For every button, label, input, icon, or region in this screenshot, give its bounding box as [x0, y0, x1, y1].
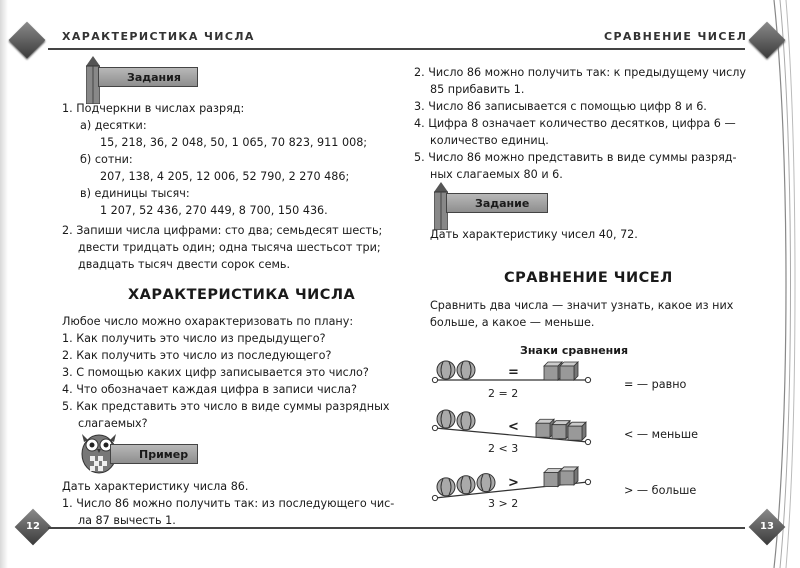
comparison-sign: =	[508, 365, 519, 380]
running-header: СРАВНЕНИЕ ЧИСЕЛ	[604, 30, 748, 43]
line-end-dot	[432, 377, 437, 382]
page-number-badge	[749, 509, 786, 546]
continuation-line: 85 прибавить 1.	[430, 83, 525, 96]
example-line: 1. Число 86 можно получить так: из последующего чис-	[62, 497, 395, 510]
line-end-dot	[432, 495, 437, 500]
cube-icon	[544, 366, 558, 380]
comparison-caption: 3 > 2	[488, 497, 519, 510]
plan-item: 1. Как получить это число из предыдущего?	[62, 332, 326, 345]
continuation-line: количество единиц.	[430, 134, 549, 147]
continuation-line: 5. Число 86 можно представить в виде суммы разряд-	[414, 151, 737, 164]
task1-a-label: а) десятки:	[80, 119, 147, 132]
definition-line: Сравнить два числа — значит узнать, какое из них	[430, 299, 734, 312]
task2-line: двести тридцать один; одна тысяча шестьсот три;	[78, 241, 381, 254]
ball-icon	[457, 476, 475, 494]
ball-icon	[437, 410, 455, 428]
legend-less: < — меньше	[624, 428, 699, 441]
ball-icon	[457, 412, 475, 430]
section-title: СРАВНЕНИЕ ЧИСЕЛ	[504, 270, 673, 286]
plan-item: 2. Как получить это число из последующего?	[62, 349, 332, 362]
cube-icon	[544, 473, 558, 487]
section-title: ХАРАКТЕРИСТИКА ЧИСЛА	[128, 287, 356, 303]
continuation-line: 2. Число 86 можно получить так: к предыдущему числу	[414, 66, 747, 79]
task2-line: двадцать тысяч двести сорок семь.	[78, 258, 291, 271]
ball-icon	[437, 478, 455, 496]
task-badge: Задания	[98, 67, 198, 87]
ball-icon	[437, 361, 455, 379]
line-end-dot	[585, 377, 590, 382]
ball-icon	[457, 361, 475, 379]
line-end-dot	[585, 439, 590, 444]
line-end-dot	[432, 425, 437, 430]
plan-item: 5. Как представить это число в виде суммы разрядных	[62, 400, 390, 413]
page-number: 13	[760, 521, 774, 532]
page-curl-edge	[772, 0, 800, 568]
continuation-line: 3. Число 86 записывается с помощью цифр 8 и 6.	[414, 100, 707, 113]
line-end-dot	[585, 479, 590, 484]
plan-item: 4. Что обозначает каждая цифра в записи числа?	[62, 383, 357, 396]
comparison-sign: <	[508, 419, 519, 435]
task1-intro: 1. Подчеркни в числах разряд:	[62, 102, 245, 115]
plan-item: слагаемых?	[78, 417, 148, 430]
page-number-badge	[15, 509, 52, 546]
footer-rule	[400, 527, 745, 529]
cube-icon	[536, 423, 550, 437]
header-rule	[48, 48, 400, 50]
continuation-line: ных слагаемых 80 и 6.	[430, 168, 563, 181]
legend-equal: = — равно	[624, 378, 687, 391]
running-header: ХАРАКТЕРИСТИКА ЧИСЛА	[62, 30, 255, 43]
task1-a-numbers: 15, 218, 36, 2 048, 50, 1 065, 70 823, 911 008;	[100, 136, 368, 149]
definition-line: больше, а какое — меньше.	[430, 316, 595, 329]
cube-icon	[552, 425, 566, 439]
signs-title: Знаки сравнения	[520, 344, 629, 357]
example-badge: Пример	[110, 444, 198, 464]
task2-line: 2. Запиши числа цифрами: сто два; семьдесят шесть;	[62, 224, 383, 237]
header-diamond-icon	[9, 22, 46, 59]
header-rule	[400, 48, 745, 50]
legend-greater: > — больше	[624, 484, 697, 497]
example-line: Дать характеристику числа 86.	[62, 480, 249, 493]
page-number: 12	[26, 521, 40, 532]
footer-rule	[48, 527, 400, 529]
plan-item: 3. С помощью каких цифр записывается это число?	[62, 366, 369, 379]
cube-icon	[560, 471, 574, 485]
task1-c-label: в) единицы тысяч:	[80, 187, 190, 200]
task-text: Дать характеристику чисел 40, 72.	[430, 228, 638, 241]
comparison-sign: >	[508, 475, 519, 491]
task1-b-numbers: 207, 138, 4 205, 12 006, 52 790, 2 270 486;	[100, 170, 350, 183]
task-badge: Задание	[446, 193, 548, 213]
continuation-line: 4. Цифра 8 означает количество десятков, цифра 6 —	[414, 117, 736, 130]
cube-icon	[560, 366, 574, 380]
cube-icon	[568, 426, 582, 440]
plan-intro: Любое число можно охарактеризовать по плану:	[62, 315, 354, 328]
example-line: ла 87 вычесть 1.	[78, 514, 176, 527]
comparison-caption: 2 < 3	[488, 442, 519, 455]
task1-c-numbers: 1 207, 52 436, 270 449, 8 700, 150 436.	[100, 204, 328, 217]
right-page	[400, 0, 800, 568]
page-edge	[0, 0, 8, 568]
comparison-diagram	[430, 356, 630, 526]
ball-icon	[477, 474, 495, 492]
comparison-caption: 2 = 2	[488, 387, 519, 400]
task1-b-label: б) сотни:	[80, 153, 133, 166]
